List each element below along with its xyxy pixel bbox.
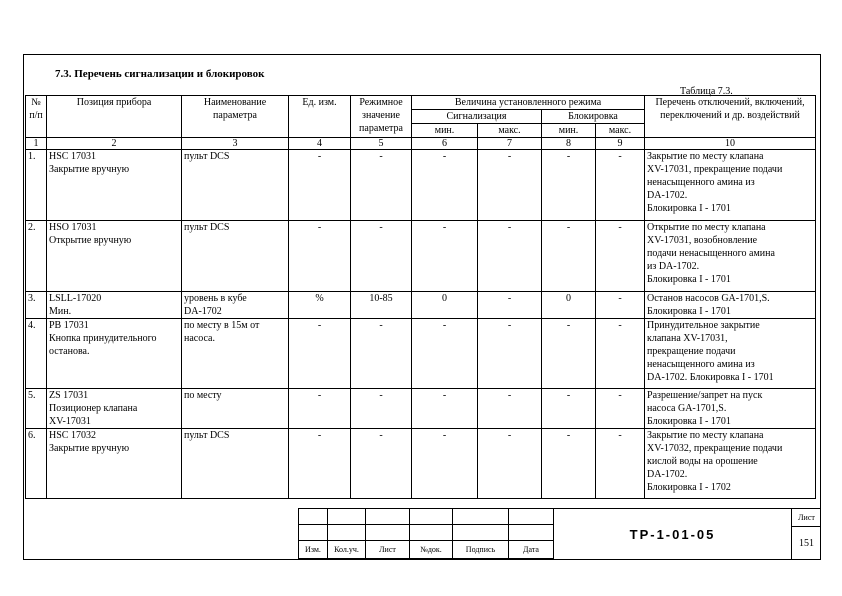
cell-actions-line: DA-1702.: [647, 190, 688, 201]
cell-actions-line: из DA-1702.: [647, 261, 700, 272]
column-number: 10: [645, 138, 816, 150]
cell-position: [47, 221, 182, 292]
cell-actions-line: ненасыщенного амина из: [647, 177, 755, 188]
cell-actions: [645, 150, 816, 221]
cell-actions-line: подачи ненасыщенного амина: [647, 248, 775, 259]
cell-sig-max: -: [478, 292, 542, 319]
stamp-label-signature: Подпись: [453, 541, 509, 559]
cell-blk-min: -: [542, 221, 596, 292]
signaling-table: [25, 95, 816, 499]
cell-actions-line: кислой воды на орошение: [647, 456, 758, 467]
cell-mode-value: -: [351, 319, 412, 389]
cell-actions: [645, 389, 816, 429]
cell-position-line: останова.: [49, 346, 90, 357]
header-signaling: Сигнализация: [412, 110, 542, 124]
cell-sig-max: -: [478, 429, 542, 499]
table-label: Таблица 7.3.: [680, 86, 733, 97]
document-code: ТР-1-01-05: [553, 508, 791, 560]
header-actions: Перечень отключений, включений, переключений и др. воздействий: [645, 96, 816, 138]
cell-position-line: XV-17031: [49, 416, 91, 427]
cell-unit: -: [289, 389, 351, 429]
cell-position-line: LSLL-17020: [49, 293, 102, 304]
table-row: [26, 292, 816, 319]
cell-parameter: [182, 319, 289, 389]
cell-parameter-line: по месту в 15м от: [184, 320, 260, 331]
cell-position-line: Закрытие вручную: [49, 164, 130, 175]
cell-blk-max: -: [596, 319, 645, 389]
cell-actions-line: DA-1702.: [647, 469, 688, 480]
cell-position: [47, 429, 182, 499]
cell-actions-line: Блокировка I - 1701: [647, 203, 731, 214]
cell-actions-line: прекращение подачи: [647, 346, 736, 357]
stamp-label-count: Кол.уч.: [328, 541, 366, 559]
cell-mode-value: -: [351, 389, 412, 429]
cell-actions-line: XV-17032, прекращение подачи: [647, 443, 783, 454]
cell-blk-min: 0: [542, 292, 596, 319]
cell-parameter-line: пульт DCS: [184, 222, 230, 233]
header-parameter: Наименование параметра: [182, 96, 289, 138]
cell-parameter-line: уровень в кубе: [184, 293, 247, 304]
cell-position: [47, 319, 182, 389]
column-number: 6: [412, 138, 478, 150]
cell-actions-line: XV-17031, возобновление: [647, 235, 758, 246]
cell-actions-line: Останов насосов GA-1701,S.: [647, 293, 770, 304]
cell-parameter: [182, 292, 289, 319]
column-number: 5: [351, 138, 412, 150]
cell-actions-line: Разрешение/запрет на пуск: [647, 390, 763, 401]
stamp-label-doc-number: №док.: [410, 541, 453, 559]
cell-actions-line: Блокировка I - 1701: [647, 306, 731, 317]
cell-actions-line: Блокировка I - 1702: [647, 482, 731, 493]
table-row: [26, 150, 816, 221]
cell-mode-value: -: [351, 221, 412, 292]
cell-parameter-line: по месту: [184, 390, 222, 401]
cell-num: 4.: [26, 319, 47, 389]
cell-sig-min: 0: [412, 292, 478, 319]
header-blk-max: макс.: [596, 124, 645, 138]
cell-position-line: Открытие вручную: [49, 235, 132, 246]
cell-actions-line: DA-1702. Блокировка I - 1701: [647, 372, 774, 383]
cell-blk-min: -: [542, 319, 596, 389]
header-sig-max: макс.: [478, 124, 542, 138]
cell-position: [47, 389, 182, 429]
cell-position-line: HSO 17031: [49, 222, 97, 233]
column-number: 8: [542, 138, 596, 150]
cell-parameter-line: пульт DCS: [184, 151, 230, 162]
header-num: № п/п: [26, 96, 47, 138]
cell-actions-line: Принудительное закрытие: [647, 320, 760, 331]
column-number-row: [26, 138, 816, 150]
cell-actions: [645, 429, 816, 499]
cell-sig-max: -: [478, 221, 542, 292]
header-blocking: Блокировка: [542, 110, 645, 124]
cell-position-line: PB 17031: [49, 320, 89, 331]
stamp-label-date: Дата: [509, 541, 554, 559]
cell-parameter: [182, 429, 289, 499]
cell-num: 5.: [26, 389, 47, 429]
cell-parameter: [182, 389, 289, 429]
header-sig-min: мин.: [412, 124, 478, 138]
stamp-label-change: Изм.: [299, 541, 328, 559]
cell-unit: -: [289, 319, 351, 389]
cell-parameter-line: DA-1702: [184, 306, 222, 317]
cell-sig-min: -: [412, 319, 478, 389]
cell-position-line: Кнопка принудительного: [49, 333, 157, 344]
cell-parameter-line: насоса.: [184, 333, 215, 344]
cell-sig-max: -: [478, 389, 542, 429]
cell-unit: -: [289, 221, 351, 292]
cell-actions-line: клапана XV-17031,: [647, 333, 728, 344]
cell-position-line: Закрытие вручную: [49, 443, 130, 454]
table-row: [26, 389, 816, 429]
column-number: 2: [47, 138, 182, 150]
cell-sig-min: -: [412, 389, 478, 429]
cell-actions-line: Открытие по месту клапана: [647, 222, 766, 233]
cell-actions-line: Блокировка I - 1701: [647, 416, 731, 427]
cell-blk-max: -: [596, 292, 645, 319]
sheet-label: Лист: [792, 509, 821, 527]
column-number: 9: [596, 138, 645, 150]
cell-blk-max: -: [596, 429, 645, 499]
cell-actions-line: насоса GA-1701,S.: [647, 403, 727, 414]
cell-num: 3.: [26, 292, 47, 319]
header-mode-value: Режимное значение параметра: [351, 96, 412, 138]
table-row: [26, 429, 816, 499]
cell-sig-max: -: [478, 150, 542, 221]
cell-parameter: [182, 150, 289, 221]
cell-position: [47, 150, 182, 221]
cell-unit: -: [289, 150, 351, 221]
cell-mode-value: 10-85: [351, 292, 412, 319]
cell-num: 6.: [26, 429, 47, 499]
cell-sig-min: -: [412, 429, 478, 499]
cell-sig-max: -: [478, 319, 542, 389]
sheet-box: [791, 508, 821, 560]
cell-actions: [645, 292, 816, 319]
cell-blk-min: -: [542, 150, 596, 221]
cell-position-line: ZS 17031: [49, 390, 89, 401]
cell-blk-min: -: [542, 429, 596, 499]
header-blk-min: мин.: [542, 124, 596, 138]
cell-num: 1.: [26, 150, 47, 221]
cell-sig-min: -: [412, 150, 478, 221]
cell-actions-line: XV-17031, прекращение подачи: [647, 164, 783, 175]
cell-blk-max: -: [596, 150, 645, 221]
cell-position-line: HSC 17031: [49, 151, 96, 162]
header-unit: Ед. изм.: [289, 96, 351, 138]
cell-actions-line: Закрытие по месту клапана: [647, 151, 764, 162]
cell-blk-max: -: [596, 221, 645, 292]
table-row: [26, 319, 816, 389]
header-set-value: Величина установленного режима: [412, 96, 645, 110]
cell-actions: [645, 319, 816, 389]
cell-blk-max: -: [596, 389, 645, 429]
cell-actions-line: Закрытие по месту клапана: [647, 430, 764, 441]
cell-position-line: Мин.: [49, 306, 72, 317]
cell-position: [47, 292, 182, 319]
cell-position-line: HSC 17032: [49, 430, 96, 441]
table-body: [26, 138, 816, 499]
cell-actions: [645, 221, 816, 292]
cell-mode-value: -: [351, 150, 412, 221]
section-title: 7.3. Перечень сигнализации и блокировок: [55, 68, 265, 80]
cell-actions-line: ненасыщенного амина из: [647, 359, 755, 370]
cell-unit: %: [289, 292, 351, 319]
header-position: Позиция прибора: [47, 96, 182, 138]
cell-actions-line: Блокировка I - 1701: [647, 274, 731, 285]
stamp-label-sheet: Лист: [366, 541, 410, 559]
cell-num: 2.: [26, 221, 47, 292]
column-number: 3: [182, 138, 289, 150]
cell-parameter-line: пульт DCS: [184, 430, 230, 441]
cell-mode-value: -: [351, 429, 412, 499]
cell-blk-min: -: [542, 389, 596, 429]
title-block-grid: [298, 508, 554, 559]
cell-position-line: Позиционер клапана: [49, 403, 138, 414]
sheet-number: 151: [799, 538, 814, 549]
cell-parameter: [182, 221, 289, 292]
table-row: [26, 221, 816, 292]
column-number: 7: [478, 138, 542, 150]
column-number: 1: [26, 138, 47, 150]
cell-unit: -: [289, 429, 351, 499]
column-number: 4: [289, 138, 351, 150]
cell-sig-min: -: [412, 221, 478, 292]
